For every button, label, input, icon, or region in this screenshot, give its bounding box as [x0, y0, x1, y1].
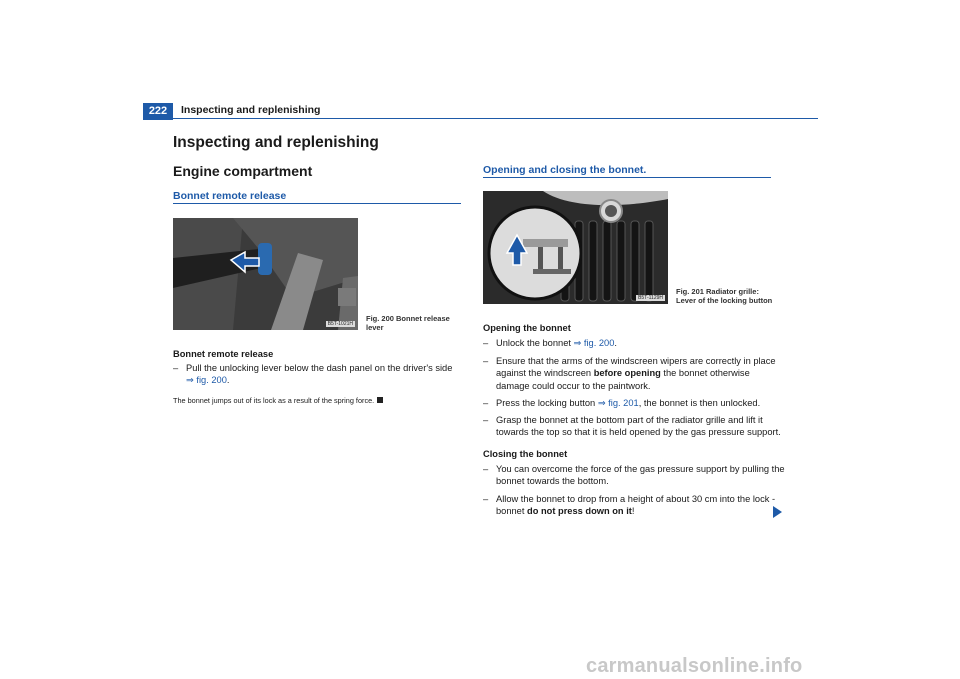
continue-arrow-icon: [773, 506, 782, 518]
opening-heading: Opening the bonnet: [483, 323, 571, 333]
fig-200-link[interactable]: ⇒ fig. 200: [573, 338, 615, 348]
opening-closing-subheading: Opening and closing the bonnet.: [483, 164, 647, 176]
subheading-rule: [483, 177, 771, 178]
fig-200-link[interactable]: ⇒ fig. 200: [186, 375, 227, 386]
header-rule: [173, 118, 818, 119]
running-title: Inspecting and replenishing: [181, 104, 321, 116]
end-of-section-icon: [377, 397, 383, 403]
figure-code: B5T-1021H: [327, 321, 353, 327]
bonnet-release-heading: Bonnet remote release: [173, 349, 274, 359]
section-heading: Engine compartment: [173, 163, 313, 179]
figure-200-image: [173, 218, 358, 330]
bonnet-release-subheading: Bonnet remote release: [173, 190, 287, 202]
radiator-grille-illustration: [483, 191, 668, 304]
figure-201-image: [483, 191, 668, 304]
closing-heading: Closing the bonnet: [483, 449, 568, 459]
page-number: 222: [143, 103, 173, 120]
note-text: The bonnet jumps out of its lock as a result of the spring force.: [173, 396, 383, 405]
figure-200-caption: Fig. 200 Bonnet release lever: [366, 314, 450, 332]
watermark: carmanualsonline.info: [586, 655, 803, 677]
subheading-rule: [173, 203, 461, 204]
page-title: Inspecting and replenishing: [173, 134, 379, 151]
bonnet-release-lever-illustration: [173, 218, 358, 330]
figure-201-caption: Fig. 201 Radiator grille: Lever of the locking button: [676, 287, 773, 305]
fig-201-link[interactable]: ⇒ fig. 201: [597, 398, 639, 408]
figure-code: B5T-1129H: [638, 295, 663, 301]
